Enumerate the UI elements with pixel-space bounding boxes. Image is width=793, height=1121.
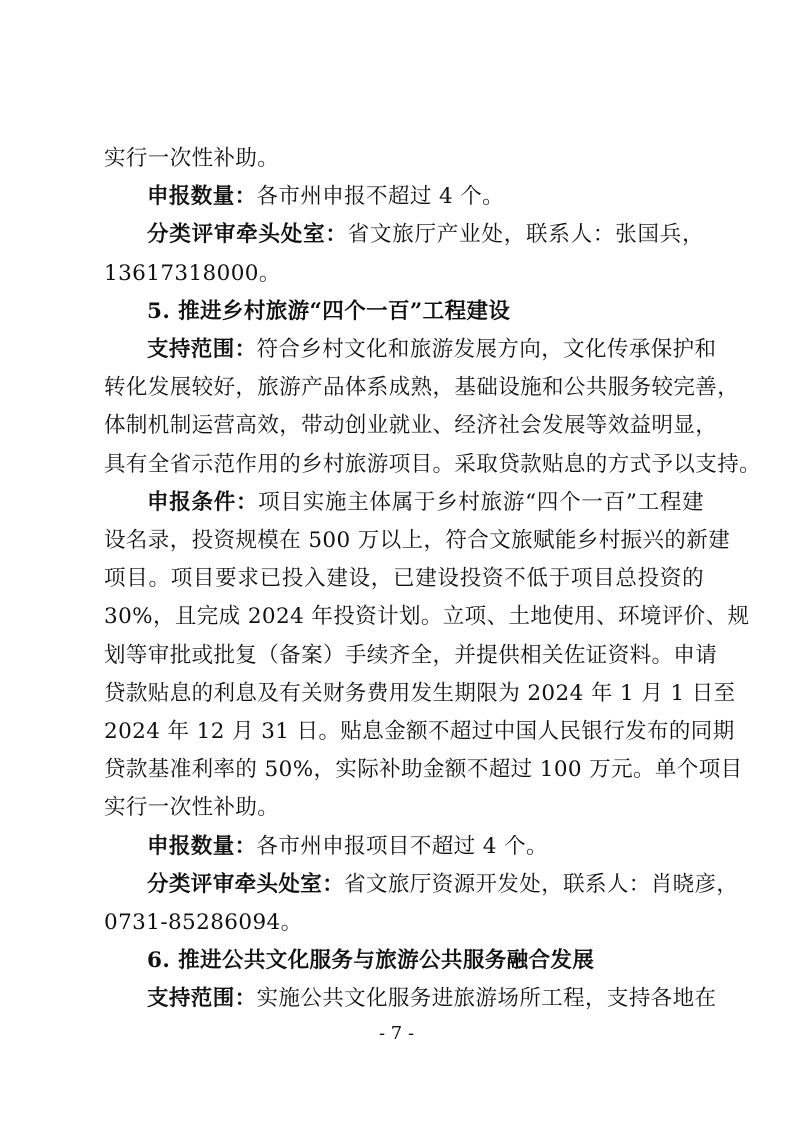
text-line xyxy=(104,407,718,445)
text-span: 实行一次性补助。 xyxy=(104,795,280,821)
field-text: 省文旅厅产业处，联系人：张国兵， xyxy=(347,222,705,248)
text-span: 6. 推进公共文化服务与旅游公共服务融合发展 xyxy=(147,948,595,974)
field-label: 申报数量： xyxy=(147,833,257,859)
field-text: 各市州申报项目不超过 4 个。 xyxy=(256,833,548,859)
text-line xyxy=(104,789,704,827)
text-line xyxy=(104,331,717,369)
text-line xyxy=(104,178,704,216)
document-body xyxy=(104,140,762,1019)
field-label: 申报数量： xyxy=(147,184,257,210)
text-line xyxy=(104,369,740,407)
text-line xyxy=(104,980,717,1018)
text-line xyxy=(104,216,704,254)
field-label: 支持范围： xyxy=(147,986,257,1012)
text-line xyxy=(104,675,736,713)
text-line xyxy=(104,255,704,293)
text-line xyxy=(104,522,731,560)
field-label: 申报条件： xyxy=(147,489,259,515)
field-text: 省文旅厅资源开发处，联系人：肖晓彦， xyxy=(344,871,739,897)
text-span: 贷款贴息的利息及有关财务费用发生期限为 2024 年 1 月 1 日至 xyxy=(104,680,736,706)
text-span: 实行一次性补助。 xyxy=(104,146,280,171)
text-line xyxy=(104,713,735,751)
field-text: 符合乡村文化和旅游发展方向，文化传承保护和 xyxy=(256,337,717,363)
text-span: 体制机制运营高效，带动创业就业、经济社会发展等效益明显， xyxy=(104,413,718,439)
field-text: 实施公共文化服务进旅游场所工程，支持各地在 xyxy=(256,986,717,1012)
text-span: 设名录，投资规模在 500 万以上，符合文旅赋能乡村振兴的新建 xyxy=(104,528,731,554)
text-span: 0731-85286094。 xyxy=(104,910,303,936)
section-heading xyxy=(104,942,704,980)
text-span: 13617318000。 xyxy=(104,260,281,286)
text-span: 5. 推进乡村旅游“四个一百”工程建设 xyxy=(147,298,511,324)
text-line xyxy=(104,484,704,522)
text-line xyxy=(104,828,704,866)
text-line xyxy=(104,637,718,675)
text-line xyxy=(104,904,704,942)
field-text: 项目实施主体属于乡村旅游“四个一百”工程建 xyxy=(258,489,704,515)
text-line xyxy=(104,866,739,904)
page-number: - 7 - xyxy=(378,1023,415,1044)
text-span: 贷款基准利率的 50%，实际补助金额不超过 100 万元。单个项目 xyxy=(104,757,743,783)
text-span: 30%，且完成 2024 年投资计划。立项、土地使用、环境评价、规 xyxy=(104,604,750,630)
text-span: 项目。项目要求已投入建设，已建设投资不低于项目总投资的 xyxy=(104,566,704,592)
field-label: 分类评审牵头处室： xyxy=(147,222,348,248)
text-line xyxy=(104,446,762,484)
text-span: 转化发展较好，旅游产品体系成熟，基础设施和公共服务较完善， xyxy=(104,375,740,401)
text-line xyxy=(104,560,704,598)
text-span: 2024 年 12 月 31 日。贴息金额不超过中国人民银行发布的同期 xyxy=(104,719,735,745)
text-line xyxy=(104,598,750,636)
text-line xyxy=(104,140,704,178)
field-text: 各市州申报不超过 4 个。 xyxy=(256,184,505,210)
field-label: 支持范围： xyxy=(147,337,257,363)
text-span: 具有全省示范作用的乡村旅游项目。采取贷款贴息的方式予以支持。 xyxy=(104,451,762,477)
text-span: 划等审批或批复（备案）手续齐全，并提供相关佐证资料。申请 xyxy=(104,642,718,668)
field-label: 分类评审牵头处室： xyxy=(147,871,345,897)
section-heading xyxy=(104,293,704,331)
text-line xyxy=(104,751,743,789)
